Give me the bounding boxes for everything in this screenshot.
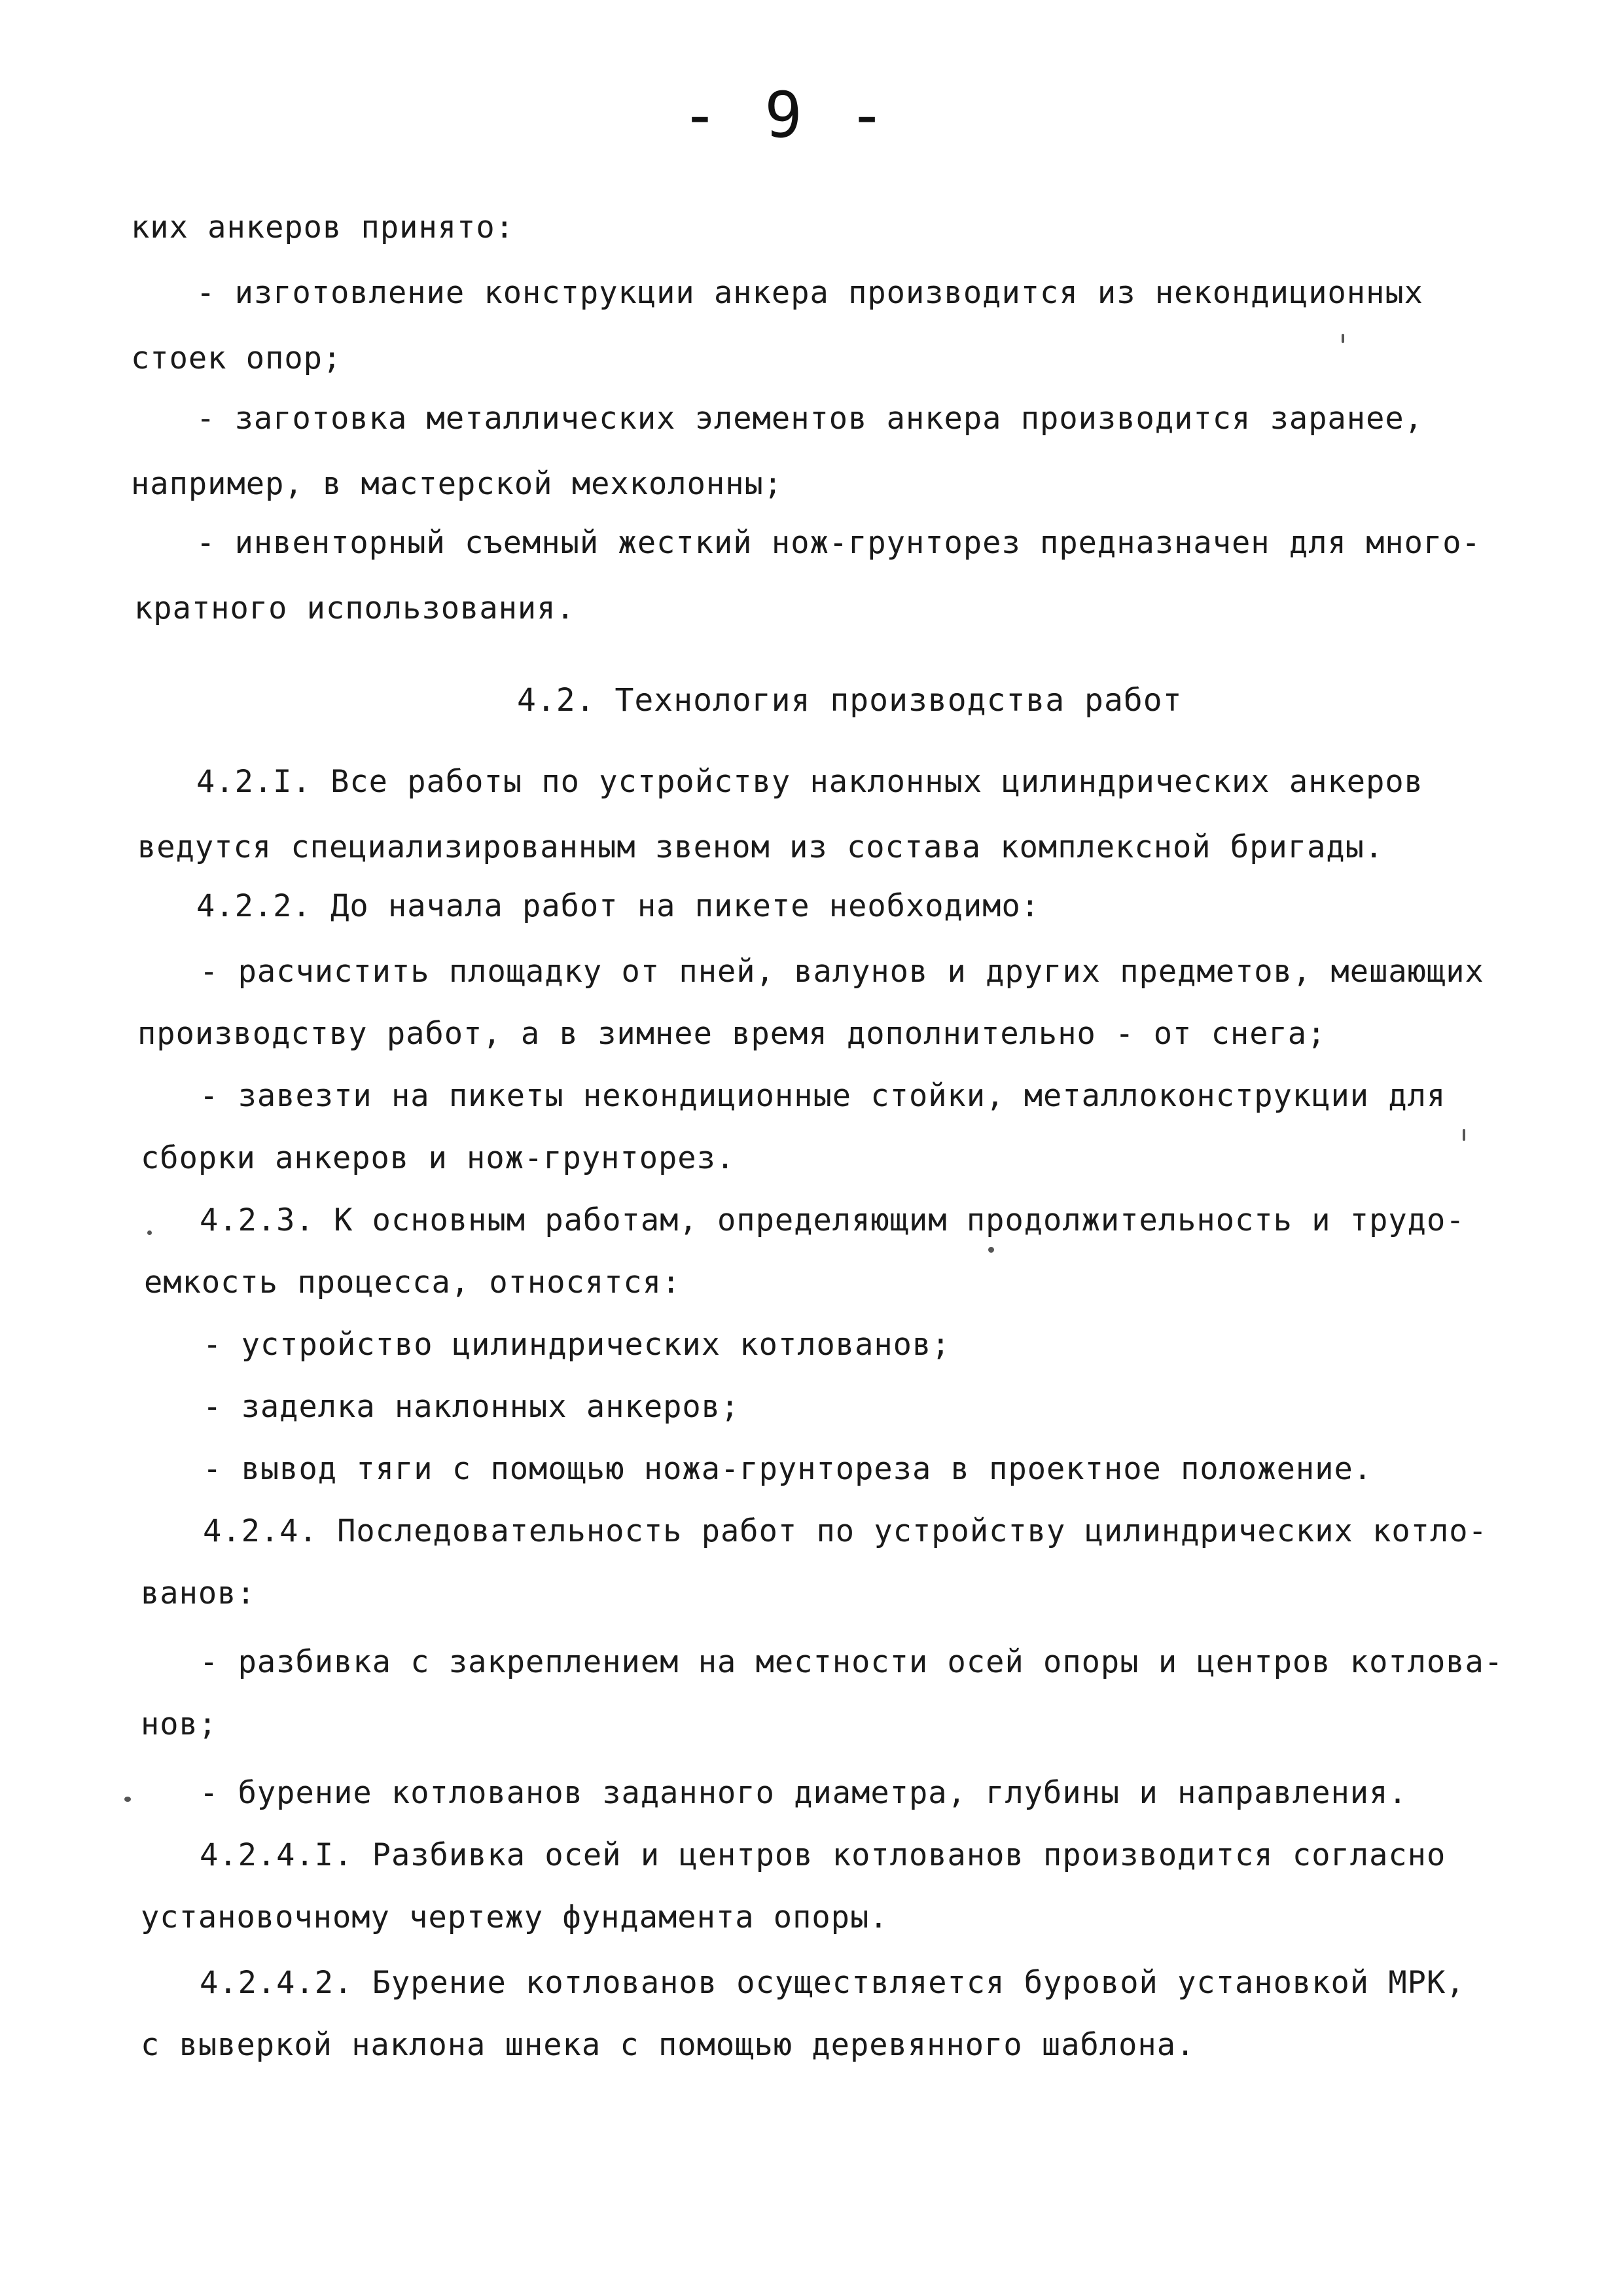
section-title: 4.2. Технология производства работ [517,682,1183,719]
text-line-14: сборки анкеров и нож-грунторез. [141,1140,736,1176]
text-line-27: 4.2.4.2. Бурение котлованов осуществляется буровой установкой МРК, [200,1965,1465,2001]
text-line-8: 4.2.I. Все работы по устройству наклонных цилиндрических анкеров [196,764,1423,800]
text-line-24: - бурение котлованов заданного диаметра, глубины и направления. [200,1775,1408,1811]
scan-speckle [1342,334,1344,343]
text-line-9: ведутся специализированным звеном из состава комплексной бригады. [137,829,1384,865]
text-line-16: емкость процесса, относятся: [144,1265,681,1300]
text-line-6: - инвенторный съемный жесткий нож-грунторез предназначен для много- [196,525,1481,561]
text-line-18: - заделка наклонных анкеров; [203,1389,740,1425]
page-number: - 9 - [681,79,890,152]
text-line-21: ванов: [141,1575,256,1611]
text-line-5: например, в мастерской мехколонны; [131,466,783,502]
scan-speckle [988,1247,994,1253]
scan-speckle [147,1230,152,1235]
scan-speckle [1463,1129,1465,1141]
text-line-25: 4.2.4.I. Разбивка осей и центров котлованов производится согласно [200,1837,1446,1873]
text-line-10: 4.2.2. До начала работ на пикете необходимо: [196,888,1041,924]
text-line-12: производству работ, а в зимнее время дополнительно - от снега; [137,1016,1327,1052]
text-line-22: - разбивка с закреплением на местности осей опоры и центров котлова- [200,1644,1504,1680]
text-line-28: с выверкой наклона шнека с помощью деревянного шаблона. [141,2027,1196,2063]
text-line-11: - расчистить площадку от пней, валунов и других предметов, мешающих [200,954,1484,990]
text-line-20: 4.2.4. Последовательность работ по устройству цилиндрических котло- [203,1513,1488,1549]
text-line-26: установочному чертежу фундамента опоры. [141,1899,889,1935]
text-line-7: кратного использования. [134,590,575,626]
text-line-4: - заготовка металлических элементов анкера производится заранее, [196,401,1423,437]
text-line-15: 4.2.3. К основным работам, определяющим продолжительность и трудо- [200,1202,1465,1238]
text-line-1: ких анкеров принято: [131,209,514,245]
scan-speckle [124,1797,131,1802]
text-line-13: - завезти на пикеты некондиционные стойки, металлоконструкции для [200,1078,1446,1114]
text-line-23: нов; [141,1706,218,1742]
text-line-19: - вывод тяги с помощью ножа-грунтореза в проектное положение. [203,1451,1373,1487]
text-line-2: - изготовление конструкции анкера производится из некондиционных [196,275,1423,311]
text-line-17: - устройство цилиндрических котлованов; [203,1327,951,1363]
text-line-3: стоек опор; [131,340,342,376]
